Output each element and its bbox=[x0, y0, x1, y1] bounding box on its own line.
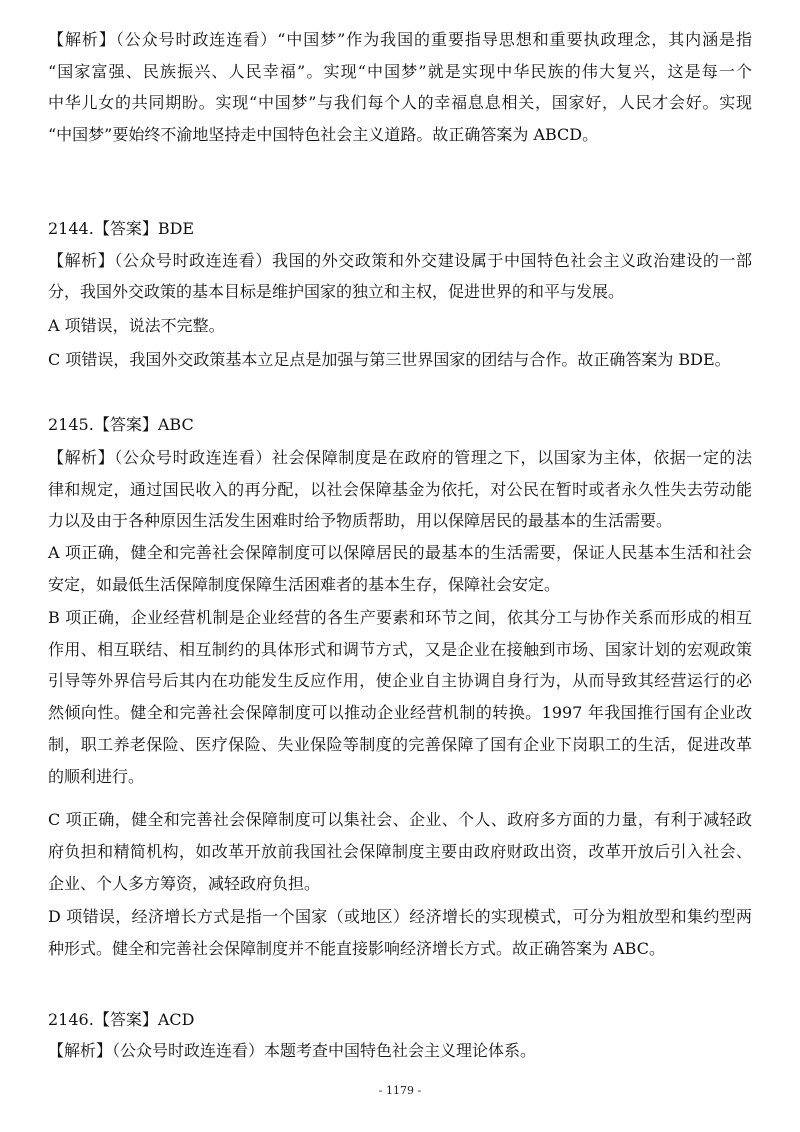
text-line: 【解析】（公众号时政连连看）本题考查中国特色社会主义理论体系。 bbox=[48, 1041, 537, 1061]
text-line: 的顺利进行。 bbox=[48, 766, 145, 786]
text-line: 【解析】（公众号时政连连看）“中国梦”作为我国的重要指导思想和重要执政理念，其内涵是指 bbox=[48, 30, 752, 49]
question-number: 2145. bbox=[48, 415, 94, 435]
analysis-paragraph bbox=[48, 24, 752, 151]
answer-label: 【答案】 bbox=[93, 218, 158, 238]
text-line: C 项正确，健全和完善社会保障制度可以集社会、企业、个人、政府多方面的力量，有利于减轻政 bbox=[48, 810, 752, 830]
question-2145 bbox=[48, 409, 752, 964]
answer-heading bbox=[48, 1004, 752, 1036]
answer-label: 【答案】 bbox=[93, 415, 158, 435]
text-line: 【解析】（公众号时政连连看）我国的外交政策和外交建设属于中国特色社会主义政治建设的一部 bbox=[48, 250, 752, 270]
option-explanation bbox=[48, 344, 752, 376]
text-line: 力以及由于各种原因生活发生困难时给予物质帮助，用以保障居民的最基本的生活需要。 bbox=[48, 511, 673, 531]
text-line: 【解析】（公众号时政连连看）社会保障制度是在政府的管理之下，以国家为主体，依据一定的法 bbox=[48, 448, 752, 468]
text-line: C 项错误，我国外交政策基本立足点是加强与第三世界国家的团结与合作。故正确答案为 BDE。 bbox=[48, 349, 731, 369]
text-line: 作用、相互联结、相互制约的具体形式和调节方式，又是企业在接触到市场、国家计划的宏观政策 bbox=[48, 639, 752, 659]
answer-value: ACD bbox=[157, 1009, 195, 1029]
text-line: 引导等外界信号后其内在功能发生反应作用，使企业自主协调自身行为，从而导致其经营运行的必 bbox=[48, 671, 752, 691]
page-number-footer: - 1179 - bbox=[378, 1084, 422, 1097]
question-2146 bbox=[48, 1004, 752, 1067]
text-line: “国家富强、民族振兴、人民幸福”。实现“中国梦”就是实现中华民族的伟大复兴，这是每一个 bbox=[48, 61, 752, 81]
question-2144 bbox=[48, 213, 752, 376]
text-line: A 项正确，健全和完善社会保障制度可以保障居民的最基本的生活需要，保证人民基本生活和社会 bbox=[48, 543, 752, 563]
option-explanation bbox=[48, 310, 752, 342]
analysis-paragraph bbox=[48, 245, 752, 308]
text-line: 府负担和精简机构，如改革开放前我国社会保障制度主要由政府财政出资，改革开放后引入社会、 bbox=[48, 841, 752, 861]
text-line: 律和规定，通过国民收入的再分配，以社会保障基金为依托，对公民在暂时或者永久性失去劳动能 bbox=[48, 479, 752, 499]
option-explanation bbox=[48, 537, 752, 600]
option-explanation bbox=[48, 602, 752, 792]
analysis-paragraph bbox=[48, 1035, 752, 1067]
answer-heading bbox=[48, 409, 752, 441]
answer-label: 【答案】 bbox=[93, 1009, 158, 1029]
option-explanation bbox=[48, 804, 752, 899]
question-number: 2144. bbox=[48, 218, 94, 238]
text-line: A 项错误，说法不完整。 bbox=[48, 315, 225, 335]
text-line: D 项错误，经济增长方式是指一个国家（或地区）经济增长的实现模式，可分为粗放型和集约型两 bbox=[48, 907, 752, 927]
text-line: 中华儿女的共同期盼。实现“中国梦”与我们每个人的幸福息息相关，国家好，人民才会好。实现 bbox=[48, 93, 752, 113]
text-line: 分，我国外交政策的基本目标是维护国家的独立和主权，促进世界的和平与发展。 bbox=[48, 282, 625, 302]
text-line: “中国梦”要始终不渝地坚持走中国特色社会主义道路。故正确答案为 ABCD。 bbox=[48, 125, 599, 145]
text-line: 安定，如最低生活保障制度保障生活困难者的基本生存，保障社会安定。 bbox=[48, 574, 561, 594]
answer-heading bbox=[48, 213, 752, 245]
text-line: 企业、个人多方筹资，减轻政府负担。 bbox=[48, 873, 321, 893]
text-line: B 项正确，企业经营机制是企业经营的各生产要素和环节之间，依其分工与协作关系而形成的相互 bbox=[48, 608, 752, 628]
text-line: 制，职工养老保险、医疗保险、失业保险等制度的完善保障了国有企业下岗职工的生活，促进改革 bbox=[48, 734, 752, 754]
page-content bbox=[48, 24, 752, 1067]
answer-value: ABC bbox=[157, 415, 194, 435]
option-explanation bbox=[48, 901, 752, 964]
text-line: 然倾向性。健全和完善社会保障制度可以推动企业经营机制的转换。1997 年我国推行国有企业改 bbox=[48, 703, 752, 723]
text-line: 种形式。健全和完善社会保障制度并不能直接影响经济增长方式。故正确答案为 ABC。 bbox=[48, 939, 665, 959]
answer-value: BDE bbox=[157, 218, 195, 238]
analysis-paragraph bbox=[48, 442, 752, 537]
question-number: 2146. bbox=[48, 1009, 94, 1029]
